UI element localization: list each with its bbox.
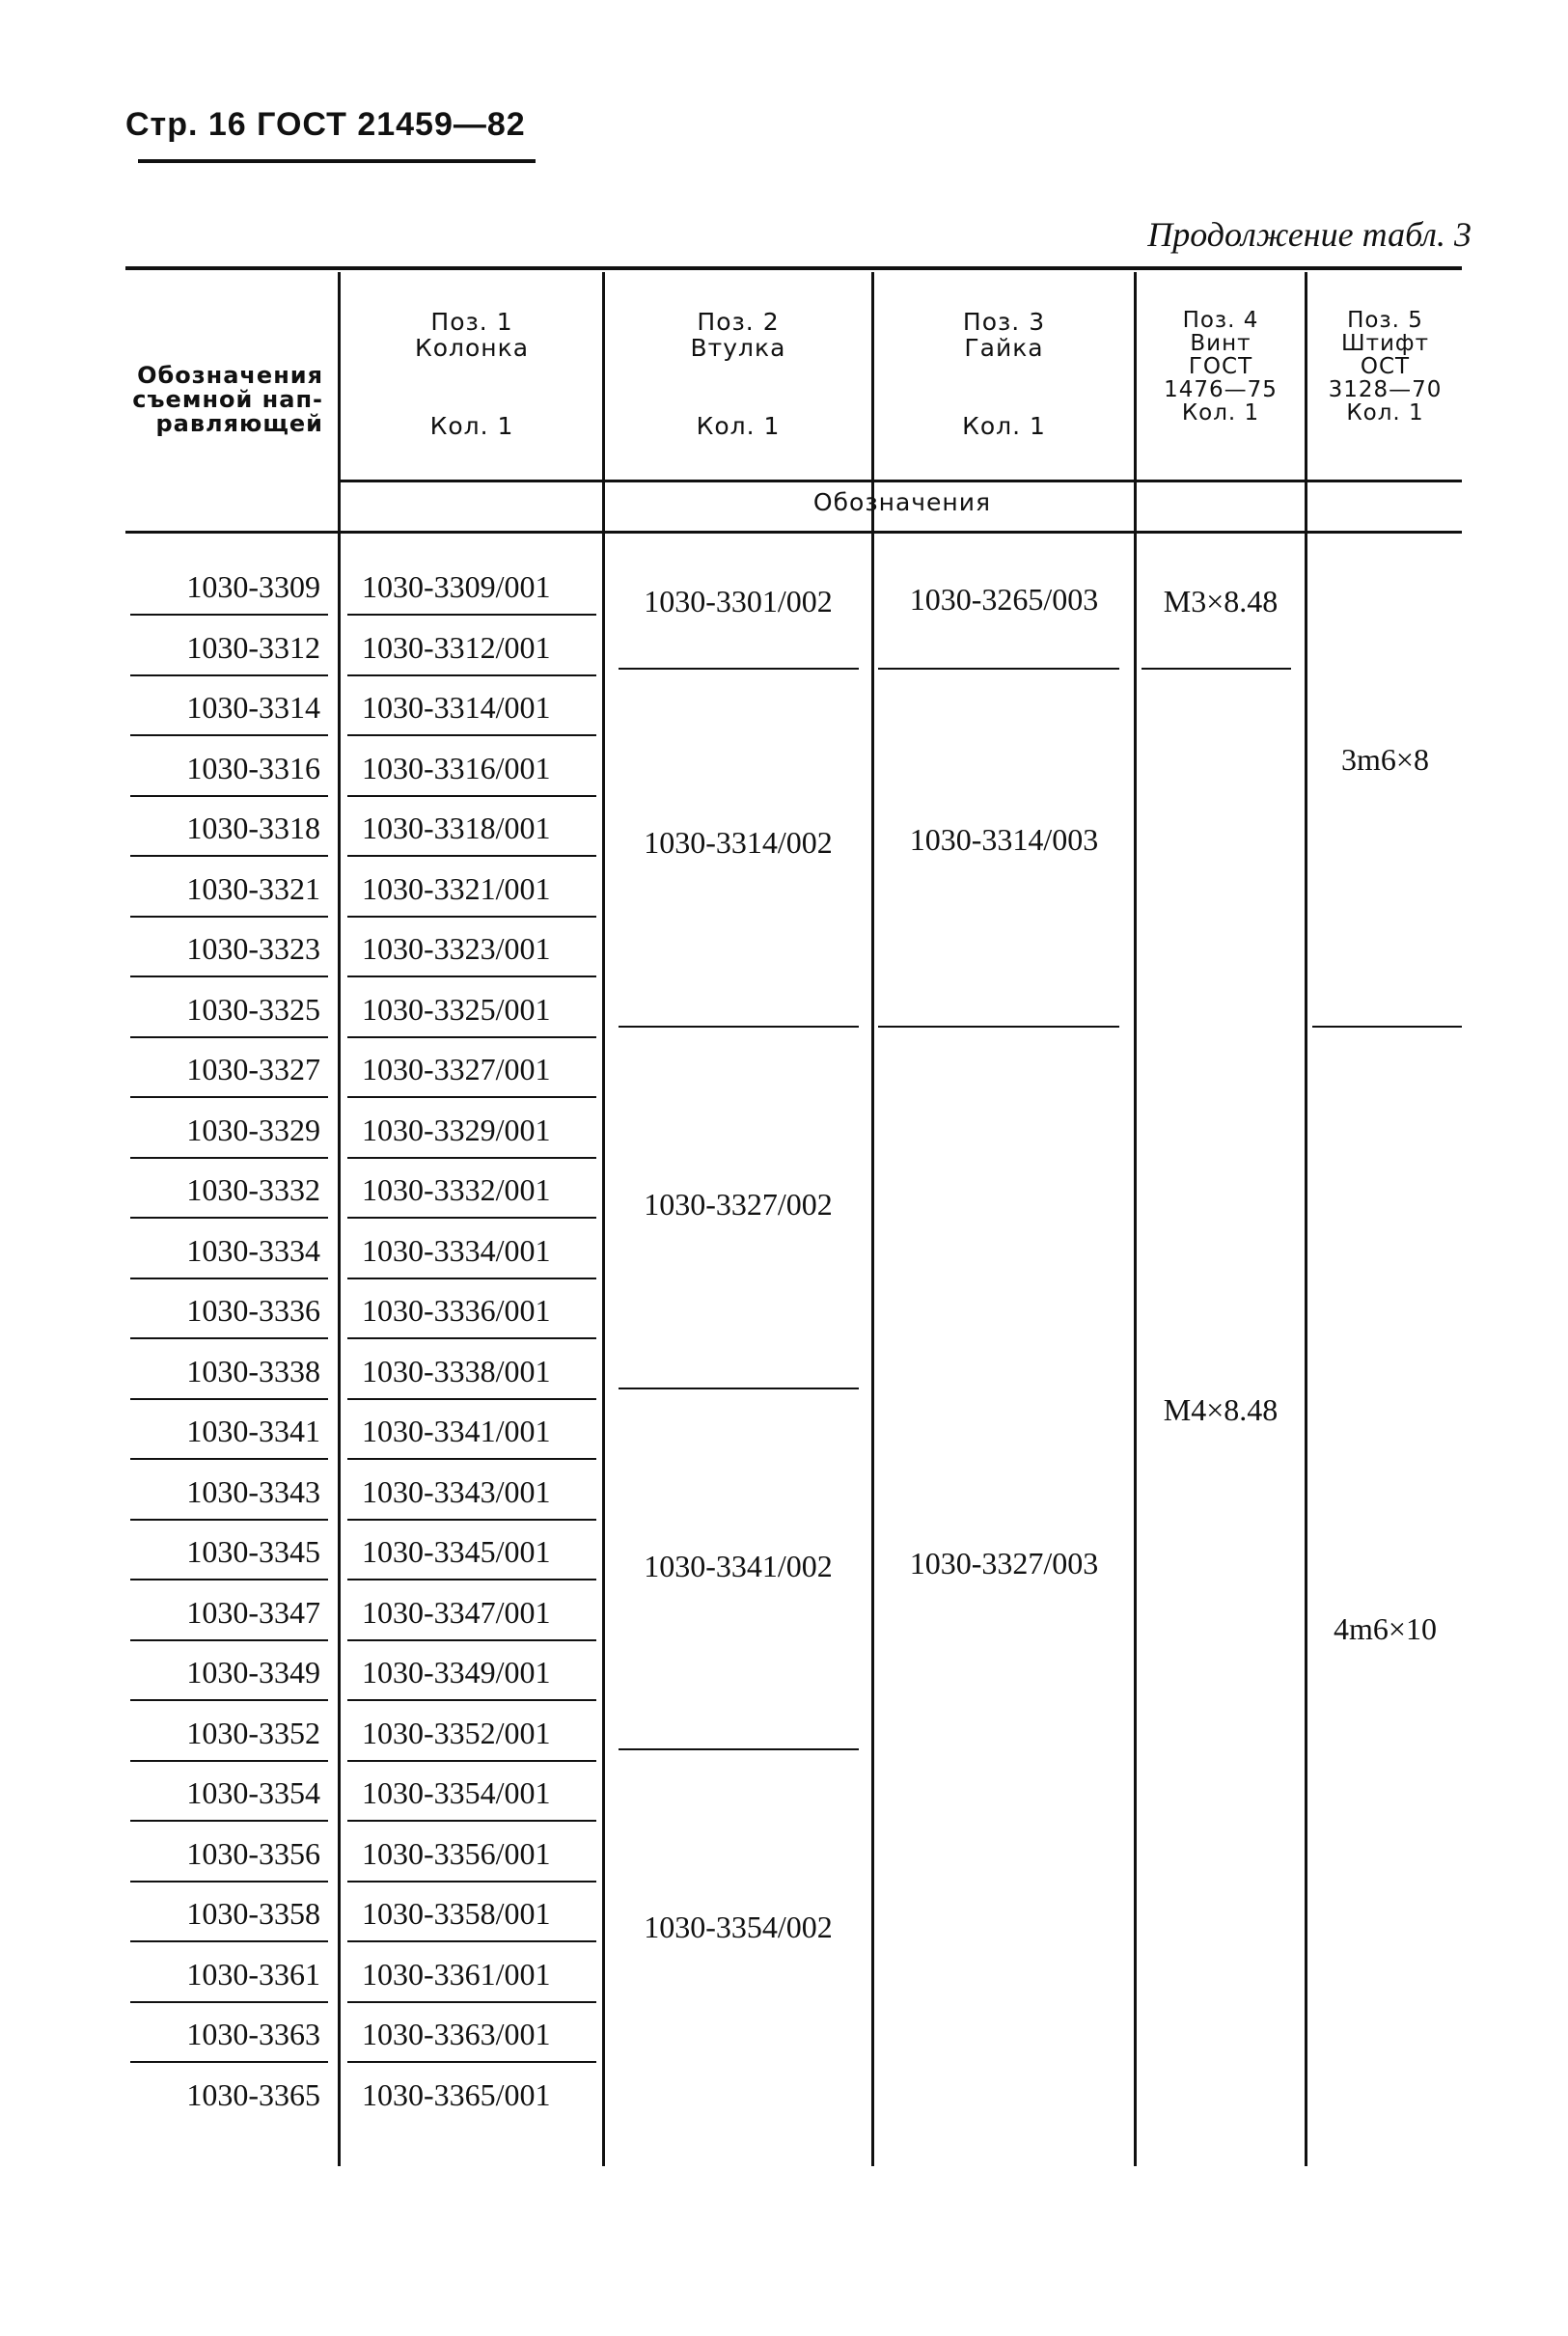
row-column-part: 1030-3363/001 (362, 2017, 551, 2051)
row-rule (347, 795, 596, 797)
row-designation: 1030-3356 (186, 1835, 320, 1871)
row-column-part: 1030-3334/001 (362, 1232, 551, 1268)
row-designation: 1030-3352 (186, 1715, 320, 1750)
row-designation: 1030-3329 (186, 1112, 320, 1147)
poz2-group-rule (619, 668, 859, 670)
row-rule (347, 1760, 596, 1762)
col-header-line: 3128—70 (1328, 377, 1443, 402)
row-rule (130, 1217, 328, 1219)
row-column-part: 1030-3341/001 (362, 1414, 551, 1448)
poz2-group-rule (619, 1026, 859, 1028)
col-rule-3 (871, 272, 874, 2166)
row-rule (130, 1699, 328, 1701)
row-rule (347, 1881, 596, 1883)
poz4-group-rule (1142, 668, 1291, 670)
poz3-group-rule (878, 668, 1119, 670)
col-rule-2 (602, 272, 605, 2166)
row-column-part: 1030-3325/001 (362, 991, 551, 1027)
row-column-part: 1030-3349/001 (362, 1655, 551, 1690)
row-rule (130, 1157, 328, 1159)
row-rule (130, 795, 328, 797)
poz3-value: 1030-3327/003 (909, 1546, 1099, 1580)
col-header-line: Кол. 1 (429, 412, 514, 440)
row-rule (347, 1940, 596, 1942)
row-rule (347, 1458, 596, 1460)
col-header-line: Гайка (964, 334, 1044, 362)
col-rule-4 (1134, 272, 1137, 2166)
row-rule (130, 614, 328, 616)
row-rule (130, 1579, 328, 1580)
row-rule (130, 2001, 328, 2003)
col-header-poz5 (1308, 309, 1462, 425)
row-column-part: 1030-3365/001 (362, 2076, 551, 2112)
col-header-poz1 (343, 309, 601, 439)
row-rule (347, 1699, 596, 1701)
poz2-value: 1030-3301/002 (644, 584, 833, 618)
row-column-part: 1030-3312/001 (362, 629, 551, 665)
poz3-value: 1030-3314/003 (909, 822, 1099, 857)
col-rule-1 (338, 272, 341, 2166)
row-designation: 1030-3318 (186, 811, 320, 845)
row-header-line: равляющей (155, 410, 323, 437)
col-header-line: Винт (1190, 331, 1252, 356)
header-bottom-rule (125, 531, 1462, 534)
row-column-part: 1030-3329/001 (362, 1112, 551, 1147)
poz2-value: 1030-3314/002 (644, 825, 833, 860)
row-rule (130, 976, 328, 977)
row-rule (130, 1519, 328, 1521)
row-rule (130, 1881, 328, 1883)
row-column-part: 1030-3338/001 (362, 1353, 551, 1388)
row-rule (130, 1639, 328, 1641)
col-header-line: Штифт (1340, 331, 1429, 356)
row-designation: 1030-3327 (186, 1052, 320, 1086)
col-header-line: Кол. 1 (696, 412, 781, 440)
row-designation: 1030-3365 (186, 2076, 320, 2112)
row-designation: 1030-3309 (186, 569, 320, 604)
row-column-part: 1030-3321/001 (362, 870, 551, 906)
col-header-line: Кол. 1 (1181, 400, 1260, 426)
row-designation: 1030-3316 (186, 750, 320, 785)
col-header-line: Кол. 1 (1346, 400, 1424, 426)
row-designation: 1030-3341 (186, 1414, 320, 1448)
row-rule (347, 1278, 596, 1279)
row-designation: 1030-3347 (186, 1594, 320, 1630)
row-rule (347, 855, 596, 857)
row-rule (130, 1398, 328, 1400)
row-column-part: 1030-3352/001 (362, 1715, 551, 1750)
row-column-part: 1030-3345/001 (362, 1534, 551, 1569)
row-designation: 1030-3343 (186, 1473, 320, 1509)
table-top-rule (125, 266, 1462, 270)
row-designation: 1030-3363 (186, 2017, 320, 2051)
row-designation: 1030-3325 (186, 991, 320, 1027)
row-column-part: 1030-3314/001 (362, 690, 551, 725)
poz2-value: 1030-3341/002 (644, 1549, 833, 1583)
page-header: Стр. 16 ГОСТ 21459—82 (125, 106, 526, 143)
designations-subheader: Обозначения (812, 488, 992, 516)
row-rule (347, 1036, 596, 1038)
row-rule (347, 1096, 596, 1098)
row-column-part: 1030-3327/001 (362, 1052, 551, 1086)
poz2-value: 1030-3327/002 (644, 1187, 833, 1222)
row-designation: 1030-3323 (186, 931, 320, 966)
row-rule (347, 1519, 596, 1521)
row-rule (347, 976, 596, 977)
row-rule (347, 734, 596, 736)
row-rule (130, 1337, 328, 1339)
row-rule (347, 916, 596, 918)
col-header-line: Кол. 1 (962, 412, 1046, 440)
row-column-part: 1030-3318/001 (362, 811, 551, 845)
row-designation: 1030-3321 (186, 870, 320, 906)
row-designation: 1030-3345 (186, 1534, 320, 1569)
col-header-poz4 (1138, 309, 1304, 425)
poz3-group-rule (878, 1026, 1119, 1028)
row-header-line: Обозначения (137, 362, 323, 389)
row-rule (130, 1036, 328, 1038)
poz4-value: М4×8.48 (1163, 1392, 1279, 1427)
header-underline (138, 159, 536, 163)
col-header-line: Поз. 4 (1182, 308, 1259, 333)
col-header-line: Поз. 5 (1347, 308, 1423, 333)
col-header-line: Поз. 1 (430, 308, 513, 336)
poz2-group-rule (619, 1748, 859, 1750)
row-rule (130, 1096, 328, 1098)
row-rule (130, 734, 328, 736)
col-header-line: ОСТ (1360, 354, 1411, 379)
col-rule-5 (1305, 272, 1307, 2166)
col-header-line: Поз. 2 (697, 308, 780, 336)
poz5-value: 4m6×10 (1334, 1611, 1437, 1646)
header-subrule (340, 480, 1462, 482)
row-rule (130, 1820, 328, 1822)
col-header-line: Колонка (414, 334, 530, 362)
row-rule (347, 2061, 596, 2063)
row-rule (347, 614, 596, 616)
row-column-part: 1030-3316/001 (362, 750, 551, 785)
row-rule (347, 1337, 596, 1339)
row-designation: 1030-3332 (186, 1172, 320, 1207)
row-designation: 1030-3338 (186, 1353, 320, 1388)
row-designation: 1030-3358 (186, 1896, 320, 1931)
row-column-part: 1030-3354/001 (362, 1775, 551, 1810)
row-rule (347, 1820, 596, 1822)
row-rule (347, 1639, 596, 1641)
row-header-line: съемной нап- (132, 386, 323, 413)
row-designation: 1030-3354 (186, 1775, 320, 1810)
row-column-part: 1030-3361/001 (362, 1956, 551, 1992)
col-header-line: Втулка (690, 334, 786, 362)
row-column-part: 1030-3323/001 (362, 931, 551, 966)
poz3-value: 1030-3265/003 (909, 582, 1099, 617)
row-designation: 1030-3336 (186, 1293, 320, 1328)
row-rule (130, 1278, 328, 1279)
col-header-poz3 (875, 309, 1133, 439)
row-rule (130, 1940, 328, 1942)
row-column-part: 1030-3309/001 (362, 569, 551, 604)
continuation-label: Продолжение табл. 3 (1147, 215, 1472, 254)
row-rule (130, 1458, 328, 1460)
row-rule (347, 1217, 596, 1219)
poz5-group-rule (1312, 1026, 1462, 1028)
row-column-part: 1030-3358/001 (362, 1896, 551, 1931)
row-designation: 1030-3349 (186, 1655, 320, 1690)
row-rule (130, 674, 328, 676)
row-designation: 1030-3361 (186, 1956, 320, 1992)
row-designation: 1030-3314 (186, 690, 320, 725)
row-rule (347, 1579, 596, 1580)
poz2-group-rule (619, 1388, 859, 1389)
row-designation: 1030-3312 (186, 629, 320, 665)
row-rule (130, 2061, 328, 2063)
row-rule (347, 1157, 596, 1159)
col-header-line: ГОСТ (1188, 354, 1253, 379)
row-rule (130, 855, 328, 857)
col-header-poz2 (606, 309, 870, 439)
row-designation: 1030-3334 (186, 1232, 320, 1268)
row-rule (347, 1398, 596, 1400)
row-rule (347, 2001, 596, 2003)
poz2-value: 1030-3354/002 (644, 1910, 833, 1944)
col-header-line: Поз. 3 (962, 308, 1046, 336)
row-header (125, 364, 323, 436)
poz4-value: М3×8.48 (1163, 584, 1279, 618)
col-header-line: 1476—75 (1164, 377, 1278, 402)
row-column-part: 1030-3343/001 (362, 1473, 551, 1509)
row-rule (347, 674, 596, 676)
row-column-part: 1030-3347/001 (362, 1594, 551, 1630)
row-column-part: 1030-3336/001 (362, 1293, 551, 1328)
row-rule (130, 916, 328, 918)
row-column-part: 1030-3332/001 (362, 1172, 551, 1207)
poz5-value: 3m6×8 (1341, 742, 1429, 777)
row-column-part: 1030-3356/001 (362, 1835, 551, 1871)
row-rule (130, 1760, 328, 1762)
